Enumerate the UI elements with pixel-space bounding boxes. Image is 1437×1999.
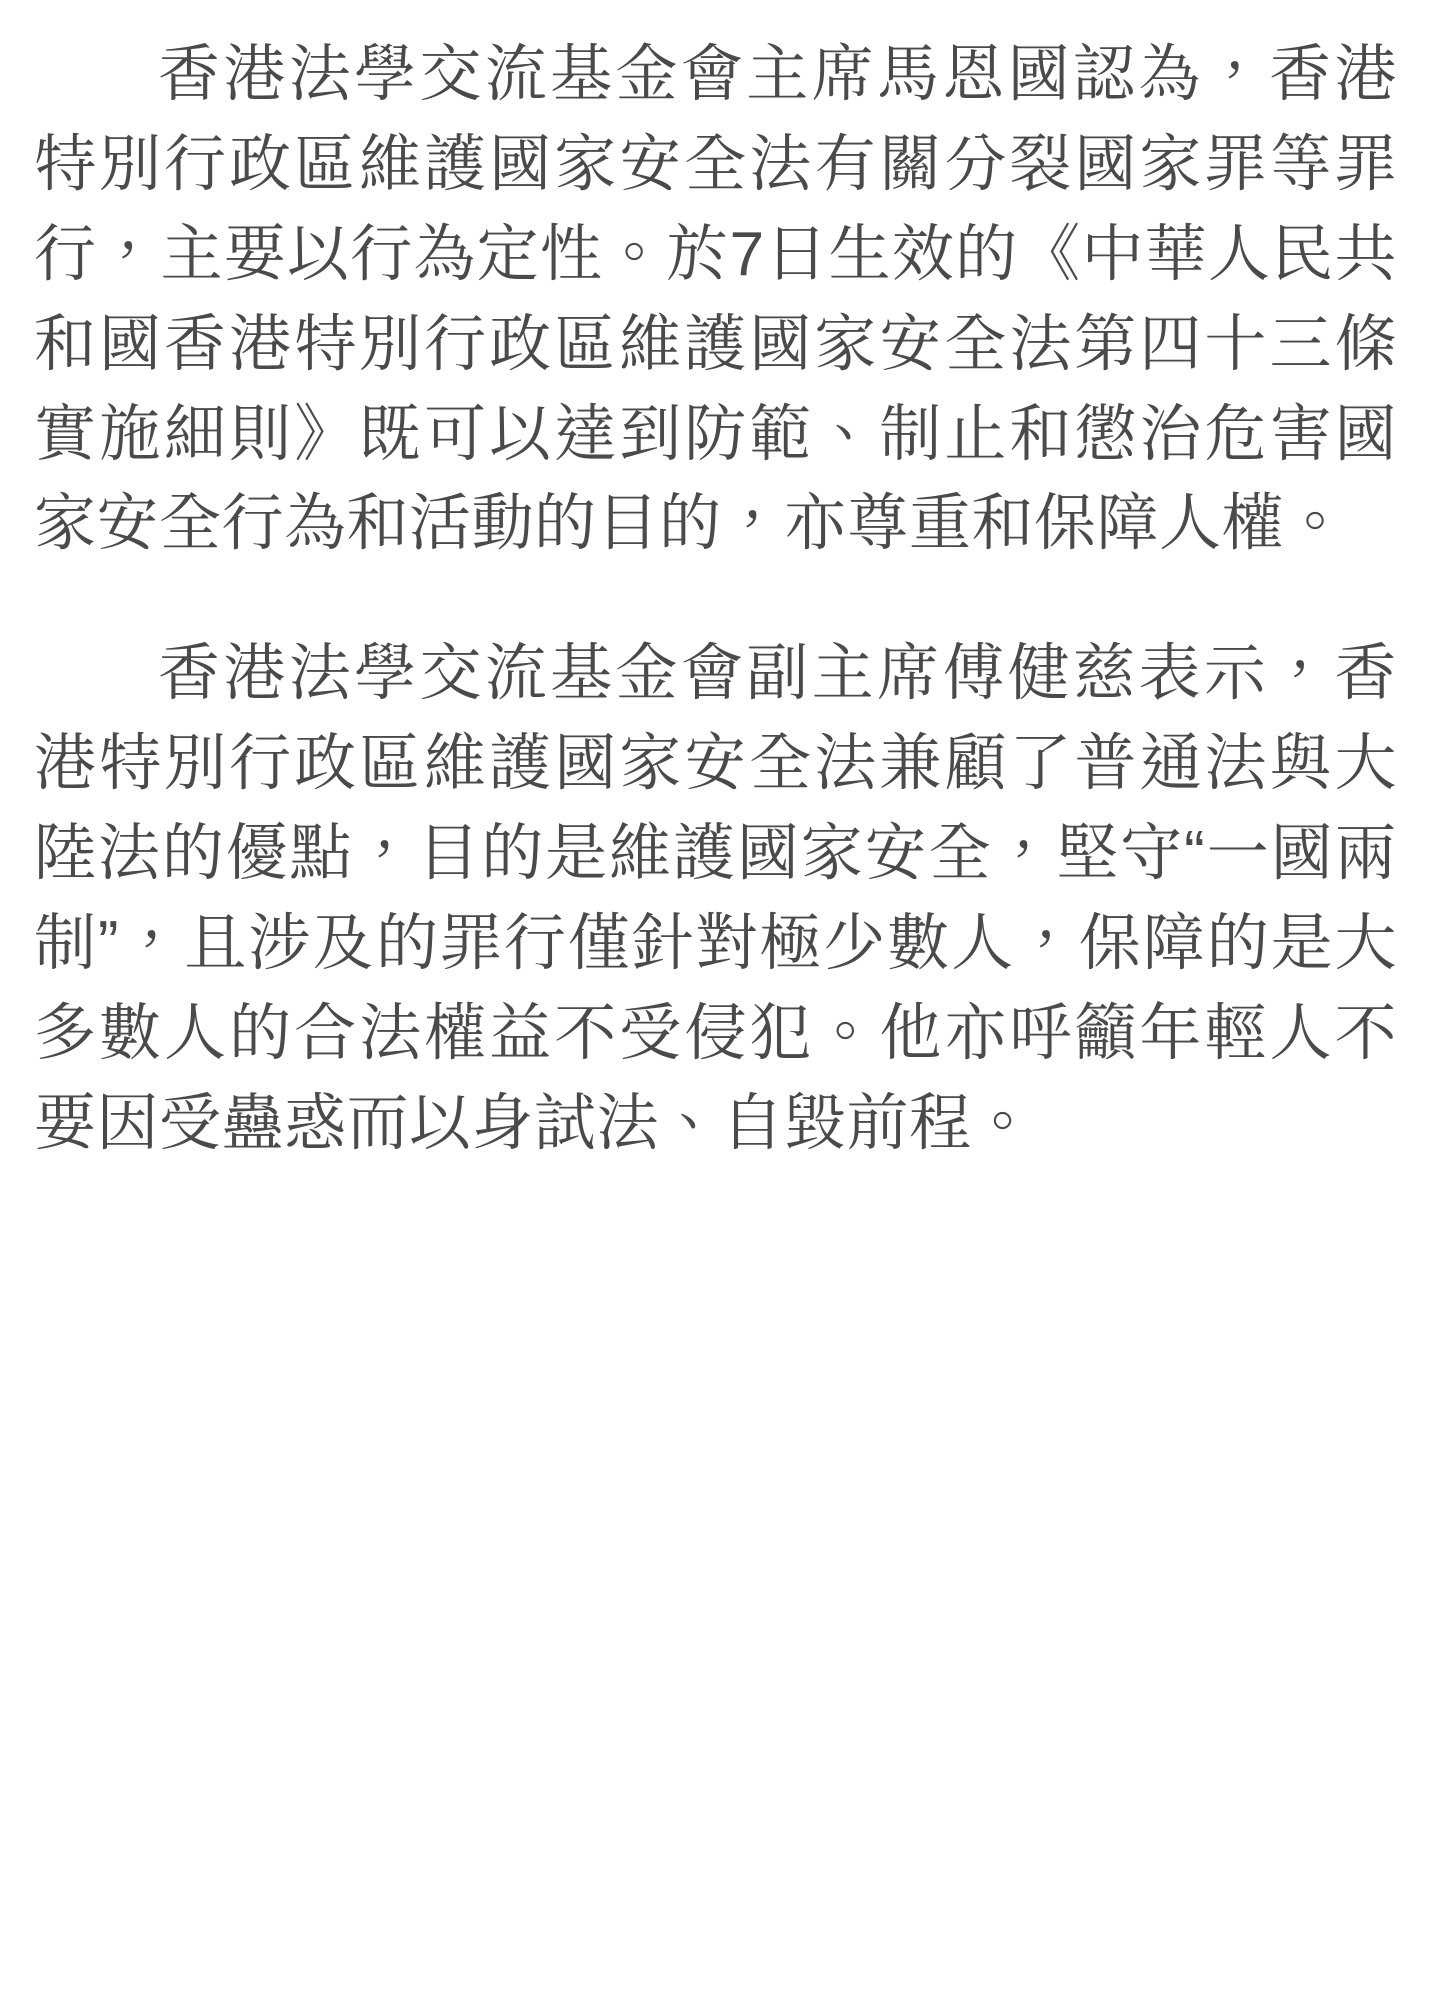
- article-paragraph-1: 香港法學交流基金會主席馬恩國認為，香港特別行政區維護國家安全法有關分裂國家罪等罪行，主要以行為定性。於7日生效的《中華人民共和國香港特別行政區維護國家安全法第四十三條實施細則》既可以達到防範、制止和懲治危害國家安全行為和活動的目的，亦尊重和保障人權。: [34, 40, 1397, 559]
- article-paragraph-2: 香港法學交流基金會副主席傅健慈表示，香港特別行政區維護國家安全法兼顧了普通法與大陸法的優點，目的是維護國家安全，堅守“一國兩制”，且涉及的罪行僅針對極少數人，保障的是大多數人的合法權益不受侵犯。他亦呼籲年輕人不要因受蠱惑而以身試法、自毀前程。: [34, 639, 1397, 1158]
